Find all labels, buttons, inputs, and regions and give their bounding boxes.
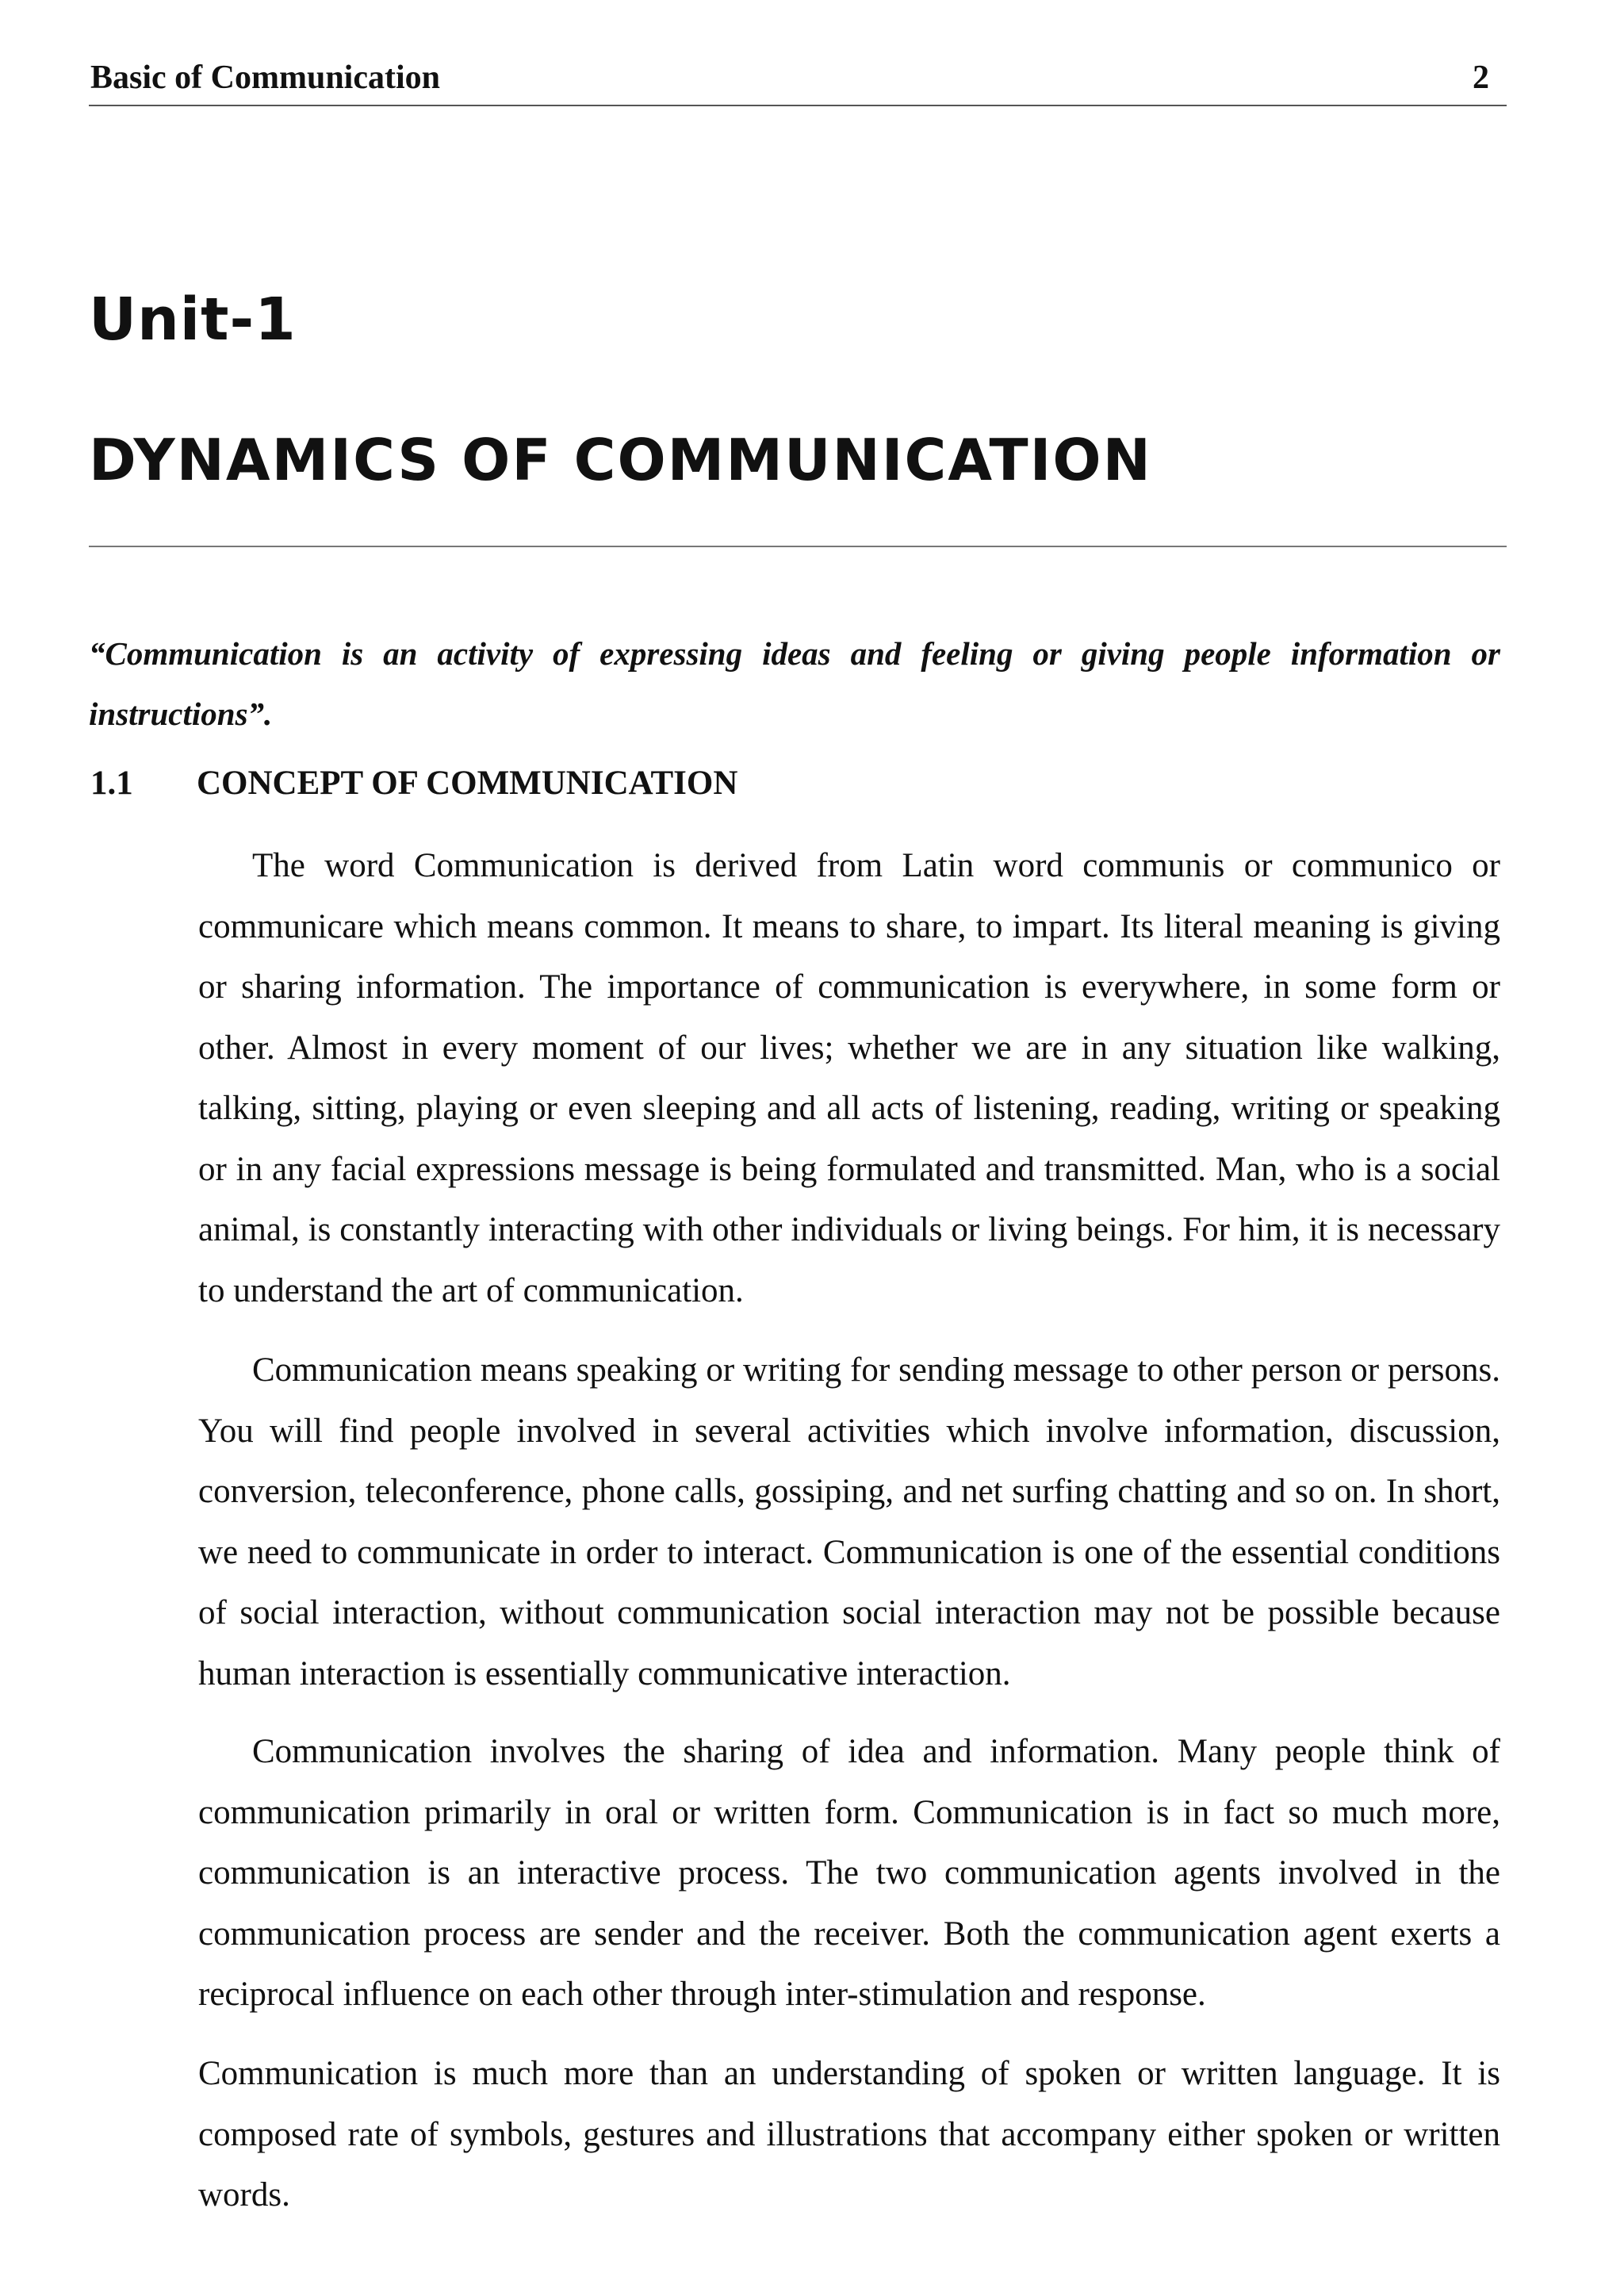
section-title: CONCEPT OF COMMUNICATION bbox=[197, 765, 738, 802]
body-paragraph: Communication means speaking or writing for sending message to other person or persons. You will find people involved in several activities which involve information, discussion, conversion, teleconference, phone calls, gossiping, and net surfing chatting and so on. In short, we need to communicate in order to interact. Communication is one of the essential conditions of social interaction, without communication social interaction may not be possible because human interaction is essentially communicative interaction. bbox=[198, 1351, 1500, 1692]
title-divider bbox=[89, 546, 1507, 547]
page-number: 2 bbox=[1473, 59, 1489, 96]
body-paragraph: The word Communication is derived from Latin word communis or communico or communicare which means common. It means to share, to impart. Its literal meaning is giving or sharing information. The importance of communication is everywhere, in some form or other. Almost in every moment of our lives; whether we are in any situation like walking, talking, sitting, playing or even sleeping and all acts of listening, reading, writing or speaking or in any facial expressions message is being formulated and transmitted. Man, who is a social animal, is constantly interacting with other individuals or living beings. For him, it is necessary to understand the art of communication. bbox=[198, 847, 1500, 1309]
running-header bbox=[89, 56, 1507, 106]
definition-quote: “Communication is an activity of expressing ideas and feeling or giving people information or instructions”. bbox=[89, 635, 1500, 732]
section-number: 1.1 bbox=[90, 765, 133, 802]
body-paragraph: Communication involves the sharing of idea and information. Many people think of communication primarily in oral or written form. Communication is in fact so much more, communication is an interactive process. The two communication agents involved in the communication process are sender and the receiver. Both the communication agent exerts a reciprocal influence on each other through inter-stimulation and response. bbox=[198, 1733, 1500, 2013]
unit-label: Unit-1 bbox=[89, 286, 297, 354]
book-title: Basic of Communication bbox=[90, 59, 440, 96]
chapter-title: DYNAMICS OF COMMUNICATION bbox=[89, 427, 1152, 493]
body-paragraph: Communication is much more than an understanding of spoken or written language. It is composed rate of symbols, gestures and illustrations that accompany either spoken or written words. bbox=[198, 2055, 1500, 2214]
